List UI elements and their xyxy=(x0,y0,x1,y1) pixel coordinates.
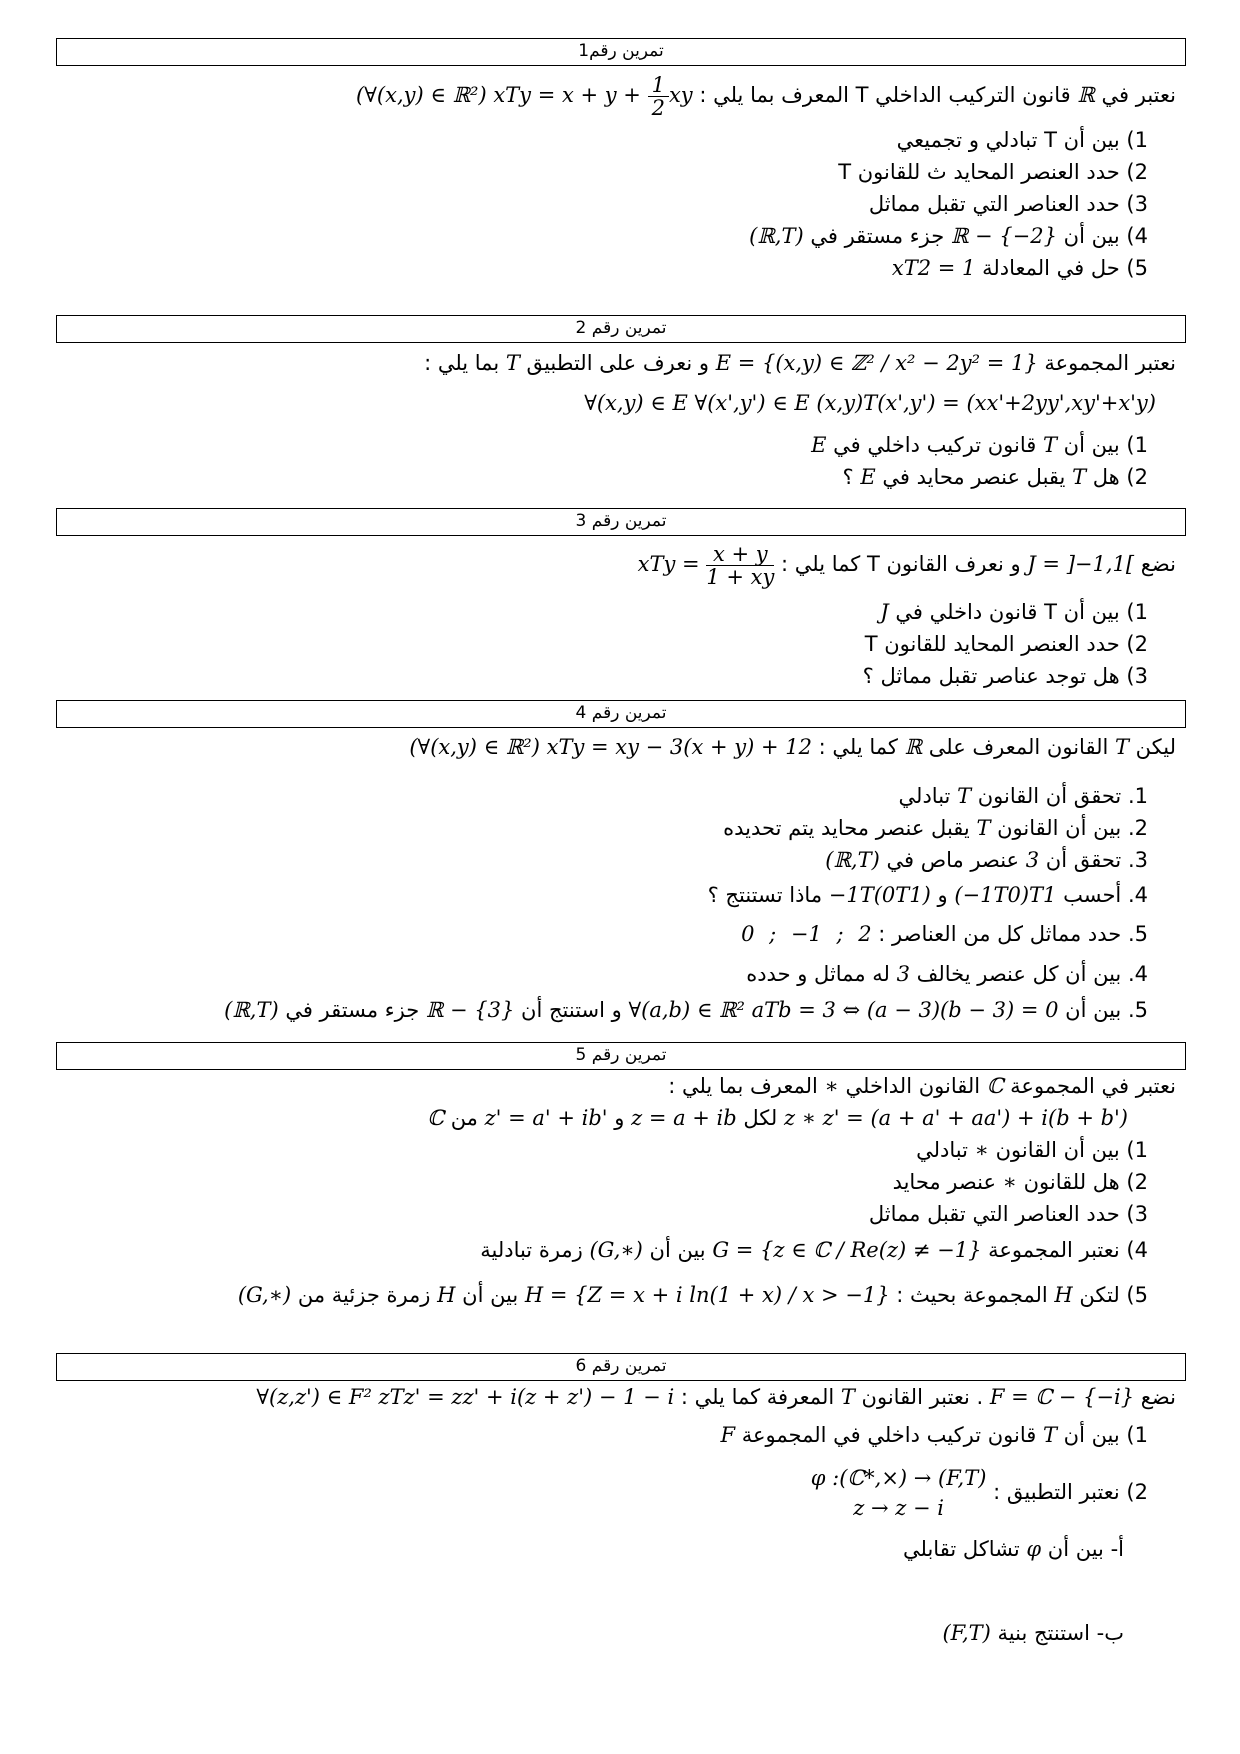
exercise-6 xyxy=(56,1353,1186,1649)
question-4: 4) بين أن ℝ − {−2} جزء مستقر في (ℝ,T) xyxy=(749,224,1148,248)
question-1: 1) بين أن القانون ∗ تبادلي xyxy=(916,1138,1148,1162)
question-1: 1) بين أن T قانون داخلي في J xyxy=(880,600,1148,624)
exercise-title: تمرين رقم 6 xyxy=(56,1353,1186,1381)
law-formula: xTy = $\frac{x + y}{1 + xy}$ xyxy=(637,542,775,589)
question-7: 5. بين أن ∀(a,b) ∈ ℝ² aTb = 3 ⇔ (a − 3)(b − 3) = 0 و استنتج أن ℝ − {3} جزء مستقر في (ℝ,T) xyxy=(224,998,1148,1022)
exercise-3 xyxy=(56,508,1186,692)
law-formula: (∀(x,y) ∈ ℝ²) xTy = x + y + $\frac{1}{2}$ xy xyxy=(356,73,693,120)
exercise-title: تمرين رقم 2 xyxy=(56,315,1186,343)
fraction: $\frac{1}{2}$ xyxy=(648,74,669,119)
question-5: 5) لتكن H المجموعة بحيث : H = {Z = x + i ln(1 + x) / x > −1} بين أن H زمرة جزئية من (G,∗) xyxy=(237,1283,1148,1307)
question-2: 2) حدد العنصر المحايد ث للقانون T xyxy=(838,160,1148,184)
question-3: 3) هل توجد عناصر تقبل مماثل ؟ xyxy=(862,664,1148,688)
question-2b: ب- استنتج بنية (F,T) xyxy=(942,1621,1124,1645)
question-2: 2. بين أن القانون T يقبل عنصر محايد يتم تحديده xyxy=(723,816,1148,840)
exercise-5 xyxy=(56,1042,1186,1320)
exercise-intro: نعتبر في ℝ قانون التركيب الداخلي T المعرف بما يلي : (∀(x,y) ∈ ℝ²) xTy = x + y + $\frac{1}{2}$ xy xyxy=(356,73,1176,120)
exercise-intro: نعتبر في المجموعة ℂ القانون الداخلي ∗ المعرف بما يلي : xyxy=(668,1074,1176,1098)
exercise-title: تمرين رقم1 xyxy=(56,38,1186,66)
mapping-definition: φ :(ℂ*,×) → (F,T) z → z − i xyxy=(810,1466,987,1520)
fraction: $\frac{x + y}{1 + xy}$ xyxy=(706,542,775,589)
question-1: 1. تحقق أن القانون T تبادلي xyxy=(898,784,1148,808)
question-3: 3) حدد العناصر التي تقبل مماثل xyxy=(868,1202,1148,1226)
question-3: 3) حدد العناصر التي تقبل مماثل xyxy=(868,192,1148,216)
exercise-intro: نعتبر المجموعة E = {(x,y) ∈ ℤ² / x² − 2y² = 1} و نعرف على التطبيق T بما يلي : xyxy=(424,351,1176,375)
question-6: 4. بين أن كل عنصر يخالف 3 له مماثل و حدده xyxy=(746,962,1148,986)
question-1: 1) بين أن T تبادلي و تجميعي xyxy=(896,128,1148,152)
exercise-title: تمرين رقم 5 xyxy=(56,1042,1186,1070)
question-2: 2) هل للقانون ∗ عنصر محايد xyxy=(892,1170,1148,1194)
exercise-1 xyxy=(56,38,1186,284)
question-4: 4. أحسب (−1T0)T1 و −1T(0T1) ماذا تستنتج ؟ xyxy=(707,883,1148,907)
question-5: 5) حل في المعادلة xT2 = 1 xyxy=(891,256,1148,280)
law-definition: ∀(x,y) ∈ E ∀(x',y') ∈ E (x,y)T(x',y') = (xx'+2yy',xy'+x'y) xyxy=(584,391,1156,415)
exercise-title: تمرين رقم 4 xyxy=(56,700,1186,728)
exercise-4 xyxy=(56,700,1186,1026)
question-2: 2) هل T يقبل عنصر محايد في E ؟ xyxy=(842,465,1148,489)
exercise-2 xyxy=(56,315,1186,493)
exercise-title: تمرين رقم 3 xyxy=(56,508,1186,536)
question-1: 1) بين أن T قانون تركيب داخلي في المجموعة F xyxy=(720,1423,1148,1447)
question-2a: أ- بين أن φ تشاكل تقابلي xyxy=(903,1537,1124,1561)
exercise-intro: نضع J = ]−1,1[ و نعرف القانون T كما يلي : xTy = $\frac{x + y}{1 + xy}$ xyxy=(637,542,1176,589)
question-2: 2) نعتبر التطبيق : φ :(ℂ*,×) → (F,T) z → z − i xyxy=(56,1457,1186,1527)
question-3: 3. تحقق أن 3 عنصر ماص في (ℝ,T) xyxy=(825,848,1148,872)
question-1: 1) بين أن T قانون تركيب داخلي في E xyxy=(811,433,1148,457)
law-definition: z ∗ z' = (a + a' + aa') + i(b + b') لكل z = a + ib و z' = a' + ib' من ℂ xyxy=(427,1106,1128,1130)
exercise-intro: ليكن T القانون المعرف على ℝ كما يلي : (∀(x,y) ∈ ℝ²) xTy = xy − 3(x + y) + 12 xyxy=(409,735,1176,759)
question-2: 2) حدد العنصر المحايد للقانون T xyxy=(864,632,1148,656)
exercise-intro: نضع F = ℂ − {−i} . نعتبر القانون T المعرفة كما يلي : ∀(z,z') ∈ F² zTz' = zz' + i(z + z') − 1 − i xyxy=(256,1385,1176,1409)
question-4: 4) نعتبر المجموعة G = {z ∈ ℂ / Re(z) ≠ −1} بين أن (G,∗) زمرة تبادلية xyxy=(480,1238,1148,1262)
question-5: 5. حدد مماثل كل من العناصر : 0 ; −1 ; 2 xyxy=(741,922,1148,946)
